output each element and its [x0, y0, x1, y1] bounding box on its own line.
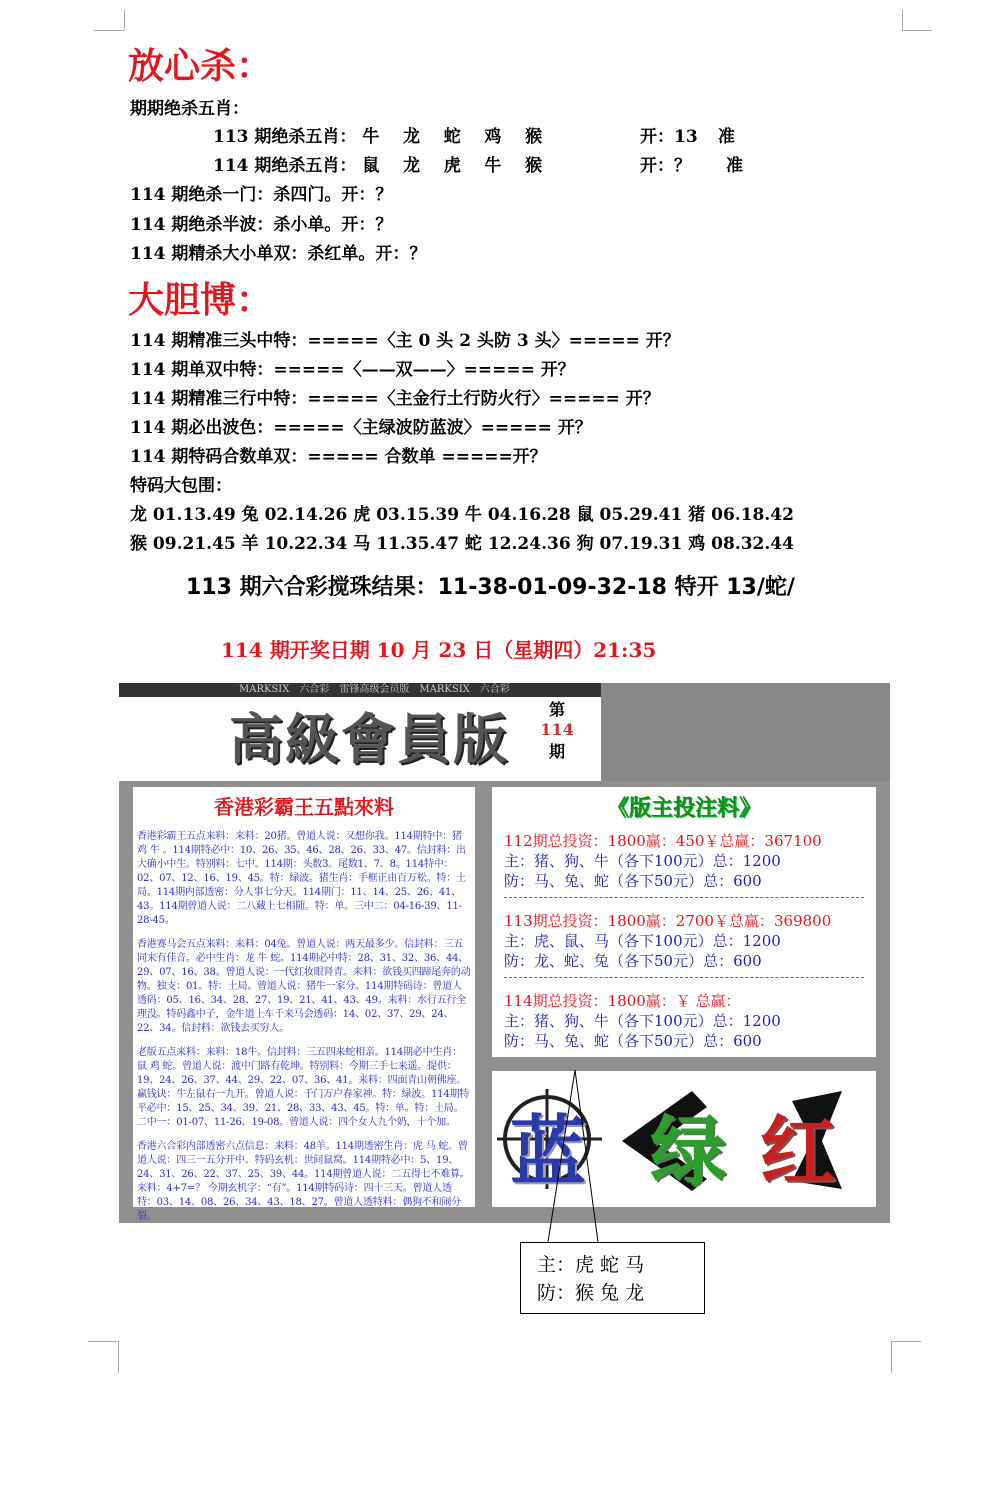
row-114-open: 开：？	[640, 156, 691, 176]
bet-block-title: 113期总投资：1800赢：2700￥总赢：369800	[504, 912, 832, 930]
left-paragraph: 香港彩霸王五点来料：来料：20猪。曾道人说：又想你我。114期特中：猪 鸡 牛 。114期特必中：10、26、35、46、28、26、33、47。信封料：出大确小中生。特别料：七中。114期：头数3。尾数1、7、8。114特中：02、07、12、16、19、45。特：绿波。猪生肖：手框正由百万松。特：土局。114期内部透密：分人事七分天。114期门：11、14、25、26、41、43。114期曾道人说：二八藏上七相随。特：单。三中二：04-16-39、11-28-45。	[137, 831, 466, 926]
callout-box	[520, 1242, 705, 1314]
callout-main: 主：虎 蛇 马	[537, 1254, 645, 1276]
row-114-animal: 虎	[443, 156, 461, 176]
row-113-label: 113 期绝杀五肖：	[213, 127, 357, 147]
left-paragraph: 香港六合彩内部透密六点信息：来料：48羊。114期透密生肖：虎 马 蛇。曾道人说：四三一五分开中。特码玄机：世间鼠窝。114期特必中：5、19、24、31、26、22、37、25、39、44。114期曾道人说：二五得七不难算。来料：4+7=？ 今期玄机字：“有”。114期特码诗：四十三天。曾道人透特：03、14、08、26、34、43、18、27。曾道人透特料：偶狗不和闹分裂。	[137, 1141, 470, 1222]
callout-guard: 防：猴 兔 龙	[537, 1282, 645, 1304]
bet-block-main: 主：猪、狗、牛（各下100元）总：1200	[504, 1012, 781, 1030]
row-113-animal: 龙	[403, 127, 421, 147]
left-paragraph: 香港赛马会五点来料：来料：04兔。曾道人说：两天最多少。信封料：三五同来有佳音。必中生肖：龙 牛 蛇。114期必中特：28、31、32、36、44、29、07、16、38。曾道人说：一代红妆眼肾青。来料：欲钱买四蹄尾奔的动物。独支：01。特：土局。曾道人说：猪牛一家分。114期特码诗：曾道人透码：05、16、34、28、27、19、21、41、43、49。来料：水行五行全理没。特码鑫中子，金牛道上车千来马会透码：14、02、37、29、24、22、34。信封料：欲钱去买穷人。	[137, 939, 471, 1034]
bet-line: 114 期必出波色：=====〈主绿波防蓝波〉===== 开？	[130, 418, 592, 438]
banner-title: 高級會員版	[229, 707, 509, 771]
row-114-animal: 龙	[403, 156, 421, 176]
draw-date: 114 期开奖日期 10 月 23 日（星期四）21:35	[221, 638, 657, 662]
bet-line: 114 期单双中特：=====〈——双——〉===== 开？	[130, 360, 575, 380]
row-113-tail: 准	[718, 127, 735, 147]
number-pack-line: 龙 01.13.49 兔 02.14.26 虎 03.15.39 牛 04.16.28 鼠 05.29.41 猪 06.18.42	[130, 505, 794, 525]
left-panel-title: 香港彩霸王五點來料	[214, 795, 394, 819]
color-word-red: 红	[760, 1107, 836, 1196]
issue-top: 第	[548, 700, 565, 719]
kill-half-wave-line: 114 期绝杀半波：杀小单。开：？	[130, 215, 393, 235]
bet-block-guard: 防：龙、蛇、兔（各下50元）总：600	[504, 952, 762, 970]
section-title-bold-bet: 大胆博：	[128, 279, 273, 321]
row-113-animal: 牛	[362, 127, 380, 147]
bet-line: 114 期特码合数单双：===== 合数单 =====开？	[130, 447, 547, 467]
kill-size-odd-even-line: 114 期精杀大小单双：杀红单。开：？	[130, 244, 427, 264]
row-114-animal: 牛	[484, 156, 502, 176]
row-113-animal: 猴	[525, 127, 543, 147]
row-113-animal: 鸡	[484, 127, 502, 147]
bet-block-main: 主：猪、狗、牛（各下100元）总：1200	[504, 852, 781, 870]
bet-block-title: 114期总投资：1800赢：￥ 总赢：	[504, 992, 741, 1010]
banner-strip: MARKSIX 六合彩 雷锋高级会员版 MARKSIX 六合彩	[119, 683, 601, 697]
row-113-open: 开：13	[640, 127, 698, 147]
row-114-animal: 猴	[525, 156, 543, 176]
issue-bottom: 期	[548, 742, 565, 761]
color-word-green: 绿	[650, 1107, 726, 1196]
draw-result: 113 期六合彩搅珠结果：11-38-01-09-32-18 特开 13/蛇/	[186, 575, 795, 600]
right-panel-title: 《版主投注料》	[606, 795, 761, 821]
bet-block-title: 112期总投资：1800赢：450￥总赢：367100	[504, 832, 822, 850]
row-114-tail: 准	[726, 156, 743, 176]
row-114-label: 114 期绝杀五肖：	[213, 156, 357, 176]
bet-line: 114 期精准三头中特：=====〈主 0 头 2 头防 3 头〉===== 开？	[130, 331, 680, 351]
bet-block-guard: 防：马、兔、蛇（各下50元）总：600	[504, 1032, 762, 1050]
bet-block-main: 主：虎、鼠、马（各下100元）总：1200	[504, 932, 781, 950]
number-pack-line: 猴 09.21.45 羊 10.22.34 马 11.35.47 蛇 12.24.36 狗 07.19.31 鸡 08.32.44	[130, 534, 794, 554]
five-zodiac-subtitle: 期期绝杀五肖：	[130, 99, 249, 119]
row-113-animal: 蛇	[443, 127, 461, 147]
row-114-animal: 鼠	[362, 156, 380, 176]
bet-line: 特码大包围：	[130, 476, 232, 496]
color-word-blue: 蓝	[510, 1107, 586, 1196]
kill-door-line: 114 期绝杀一门：杀四门。开：？	[130, 185, 393, 205]
section-title-safe-kill: 放心杀：	[128, 45, 273, 87]
bet-block-guard: 防：马、兔、蛇（各下50元）总：600	[504, 872, 762, 890]
bet-line: 114 期精准三行中特：=====〈主金行土行防火行〉===== 开？	[130, 389, 660, 409]
issue-number: 114	[540, 720, 574, 739]
left-paragraph: 老版五点来料：来料：18牛。信封料：三五四来蛇相亲。114期必中生肖：鼠 鸡 蛇。曾道人说：渡中门路有乾坤。特别料：今期三手七来遥。提供：19、24、26、37、44、29、22、07、36、41。来料：四面青山朝佛座。赢钱诀：牛左鼠右一九开。曾道人说：千门万户春家神。特：绿波。114期特平必中：15、25、34、39、21、28、33、43、45。特：单。特：土局。二中一：01-07、11-26、19-08。曾道人说：四个女人九个奶，十个加。	[137, 1047, 470, 1128]
